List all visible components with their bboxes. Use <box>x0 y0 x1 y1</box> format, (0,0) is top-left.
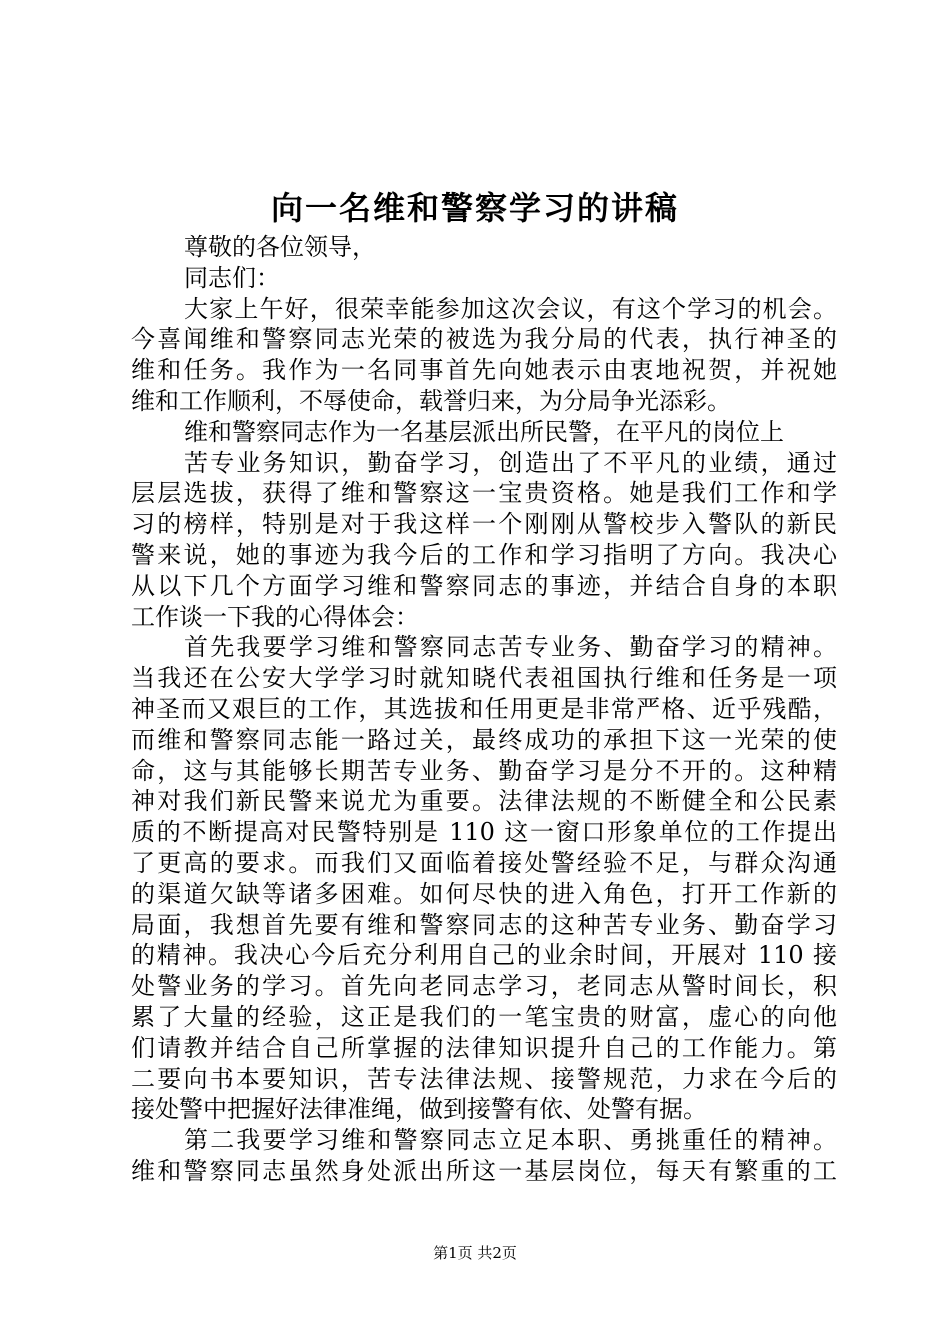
text-line: 命，这与其能够长期苦专业务、勤奋学习是分不开的。这种精 <box>131 756 837 785</box>
text-line: 们请教并结合自己所掌握的法律知识提升自己的工作能力。第 <box>131 1033 837 1062</box>
text-line: 维和任务。我作为一名同事首先向她表示由衷地祝贺，并祝她 <box>131 356 837 385</box>
text-line: 而维和警察同志能一路过关，最终成功的承担下这一光荣的使 <box>131 725 837 754</box>
text-line: 苦专业务知识，勤奋学习，创造出了不平凡的业绩，通过 <box>184 448 837 477</box>
text-line: 今喜闻维和警察同志光荣的被选为我分局的代表，执行神圣的 <box>131 325 837 354</box>
text-line: 质的不断提高对民警特别是 110 这一窗口形象单位的工作提出 <box>131 818 837 847</box>
text-line: 处警业务的学习。首先向老同志学习，老同志从警时间长，积 <box>131 972 837 1001</box>
text-line: 的渠道欠缺等诸多困难。如何尽快的进入角色，打开工作新的 <box>131 879 837 908</box>
text-line: 接处警中把握好法律准绳，做到接警有依、处警有据。 <box>131 1095 707 1124</box>
paragraph <box>131 417 837 448</box>
text-line: 第二我要学习维和警察同志立足本职、勇挑重任的精神。 <box>184 1126 837 1155</box>
text-line: 二要向书本要知识，苦专法律法规、接警规范，力求在今后的 <box>131 1064 837 1093</box>
paragraph <box>131 1125 837 1187</box>
text-line: 维和警察同志作为一名基层派出所民警，在平凡的岗位上 <box>184 417 784 446</box>
text-line: 工作谈一下我的心得体会： <box>131 602 419 631</box>
paragraph <box>131 448 837 633</box>
text-line: 了更高的要求。而我们又面临着接处警经验不足，与群众沟通 <box>131 848 837 877</box>
text-line: 尊敬的各位领导， <box>184 233 376 261</box>
text-line: 神圣而又艰巨的工作，其选拔和任用更是非常严格、近乎残酷， <box>131 694 837 723</box>
document-title: 向一名维和警察学习的讲稿 <box>270 189 679 227</box>
text-line: 首先我要学习维和警察同志苦专业务、勤奋学习的精神。 <box>184 633 837 662</box>
paragraph <box>131 632 837 1125</box>
text-line: 从以下几个方面学习维和警察同志的事迹，并结合自身的本职 <box>131 571 837 600</box>
text-line: 神对我们新民警来说尤为重要。法律法规的不断健全和公民素 <box>131 787 837 816</box>
text-line: 维和警察同志虽然身处派出所这一基层岗位，每天有繁重的工 <box>131 1156 837 1185</box>
text-line: 大家上午好，很荣幸能参加这次会议，有这个学习的机会。 <box>184 294 837 323</box>
text-line: 层层选拔，获得了维和警察这一宝贵资格。她是我们工作和学 <box>131 479 837 508</box>
paragraph <box>131 294 837 417</box>
text-line: 警来说，她的事迹为我今后的工作和学习指明了方向。我决心 <box>131 540 837 569</box>
page-number: 第1页 共2页 <box>433 1244 517 1262</box>
document-body <box>131 232 837 1187</box>
text-line: 维和工作顺利，不辱使命，载誉归来，为分局争光添彩。 <box>131 386 731 415</box>
paragraph <box>131 232 837 263</box>
text-line: 习的榜样，特别是对于我这样一个刚刚从警校步入警队的新民 <box>131 510 837 539</box>
text-line: 局面，我想首先要有维和警察同志的这种苦专业务、勤奋学习 <box>131 910 837 939</box>
text-line: 累了大量的经验，这正是我们的一笔宝贵的财富，虚心的向他 <box>131 1002 837 1031</box>
text-line: 当我还在公安大学学习时就知晓代表祖国执行维和任务是一项 <box>131 664 837 693</box>
text-line: 同志们： <box>184 263 280 292</box>
text-line: 的精神。我决心今后充分利用自己的业余时间，开展对 110 接 <box>131 941 837 970</box>
paragraph <box>131 263 837 294</box>
